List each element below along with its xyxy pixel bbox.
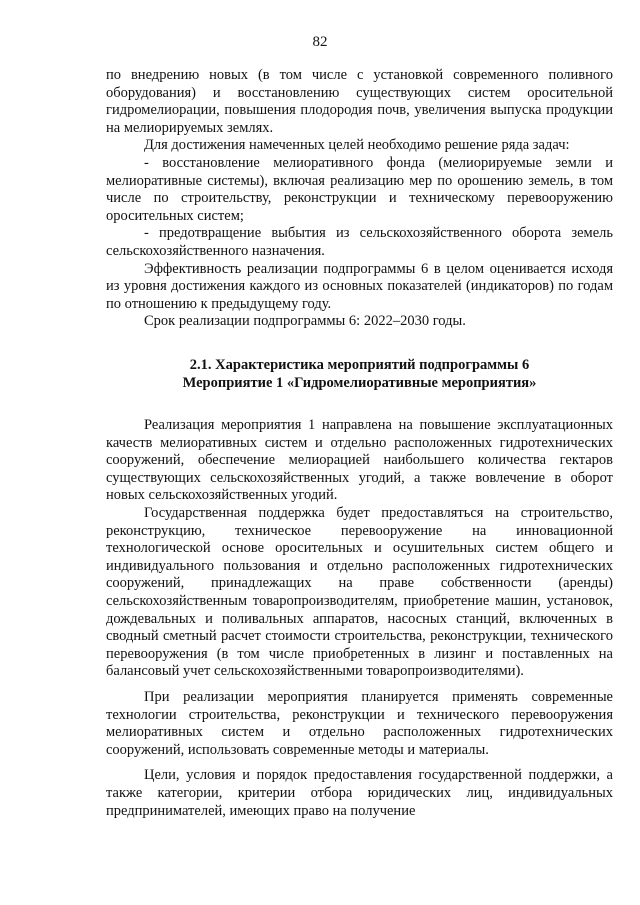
section-heading-subtitle: Мероприятие 1 «Гидромелиоративные мероприятия» [182,374,537,391]
document-body [106,67,613,820]
paragraph: Эффективность реализации подпрограммы 6 в целом оценивается исходя из уровня достижения каждого из основных показателей (индикаторов) по годам по отношению к предыдущему году. [106,260,613,312]
paragraph: по внедрению новых (в том числе с установкой современного поливного оборудования) и восстановлению существующих систем оросительной гидромелиорации, повышения плодородия почв, увеличения выпуска продукции на мелиорируемых землях. [106,67,613,136]
paragraph: Государственная поддержка будет предоставляться на строительство, реконструкцию, техническое перевооружение на инновационной технологической основе оросительных и осушительных систем общего и индивидуального пользования и отдельно расположенных гидротехнических сооружений, принадлежащих на праве собственности (аренды) сельскохозяйственным товаропроизводителям, приобретение машин, установок, дождевальных и поливальных аппаратов, насосных станций, включенных в сводный сметный расчет стоимости строительства, реконструкции, технического перевооружения (в том числе приобретенных в лизинг и поставленных на балансовый учет сельскохозяйственными товаропроизводителями). [106,505,613,680]
list-item: - предотвращение выбытия из сельскохозяйственного оборота земель сельскохозяйственного назначения. [106,225,613,259]
paragraph: Цели, условия и порядок предоставления государственной поддержки, а также категории, критерии отбора юридических лиц, индивидуальных предпринимателей, имеющих право на получение [106,767,613,819]
paragraph: При реализации мероприятия планируется применять современные технологии строительства, реконструкции и технического перевооружения мелиоративных систем и отдельно расположенных гидротехнических сооружений, использовать современные методы и материалы. [106,689,613,758]
list-item: - восстановление мелиоративного фонда (мелиорируемые земли и мелиоративные системы), включая реализацию мер по орошению земель, в том числе по строительству, реконструкции и техническому перевооружению оросительных систем; [106,154,613,224]
section-heading-title: 2.1. Характеристика мероприятий подпрограммы 6 [189,356,530,373]
section-heading [106,357,613,392]
page-number: 82 [312,34,328,50]
paragraph: Реализация мероприятия 1 направлена на повышение эксплуатационных качеств мелиоративных систем и отдельно расположенных гидротехнических сооружений, обеспечение мелиорацией наибольшего количества гектаров существующих сельскохозяйственных угодий, а также вовлечение в оборот новых сельскохозяйственных угодий. [106,417,613,504]
paragraph: Срок реализации подпрограммы 6: 2022–2030 годы. [144,313,466,330]
paragraph: Для достижения намеченных целей необходимо решение ряда задач: [144,137,570,154]
